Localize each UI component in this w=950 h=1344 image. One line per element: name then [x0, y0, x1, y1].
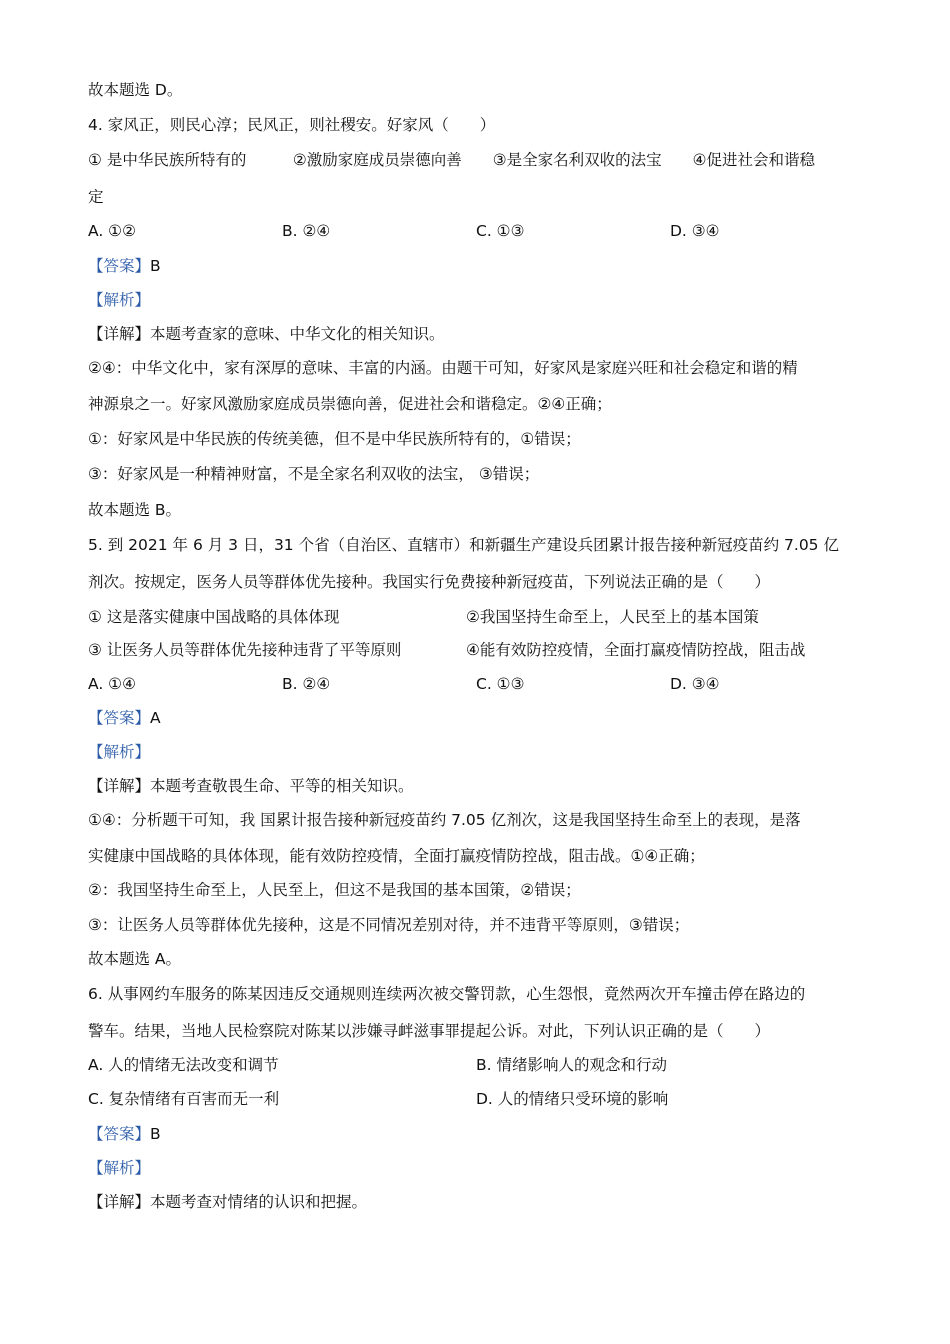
explanation-line: ①④：分析题干可知，我 国累计报告接种新冠疫苗约 7.05 亿剂次，这是我国坚持生命至上的表现，是落 — [88, 811, 801, 829]
option-c: C. 复杂情绪有百害而无一利 — [88, 1090, 280, 1108]
detail-tag: 【详解】 — [88, 325, 151, 343]
answer-line — [88, 1124, 161, 1144]
explanation-line: ③：好家风是一种精神财富，不是全家名利双收的法宝， ③错误； — [88, 465, 540, 483]
option-a: A. 人的情绪无法改变和调节 — [88, 1056, 279, 1074]
detail-text: 本题考查对情绪的认识和把握。 — [150, 1193, 368, 1211]
analysis-tag: 【解析】 — [88, 743, 151, 761]
statement-4: ④能有效防控疫情，全面打赢疫情防控战，阻击战 — [466, 641, 806, 659]
conclusion-text: 故本题选 D。 — [88, 81, 183, 99]
statement-1: ① 这是落实健康中国战略的具体体现 — [88, 608, 340, 626]
statement-3: ③ 让医务人员等群体优先接种违背了平等原则 — [88, 641, 402, 659]
detail-text: 本题考查敬畏生命、平等的相关知识。 — [150, 777, 414, 795]
analysis-tag: 【解析】 — [88, 291, 151, 309]
detail-line — [88, 776, 414, 796]
question-stem: 6. 从事网约车服务的陈某因违反交通规则连续两次被交警罚款，心生怨恨，竟然两次开车撞击停在路边的 — [88, 985, 806, 1003]
question-stem: 4. 家风正，则民心淳；民风正，则社稷安。好家风（ ） — [88, 116, 496, 134]
option-c: C. ①③ — [476, 675, 525, 693]
answer-value: A — [150, 709, 161, 727]
option-c: C. ①③ — [476, 222, 525, 240]
explanation-line: ①：好家风是中华民族的传统美德，但不是中华民族所特有的，①错误； — [88, 430, 581, 448]
option-d: D. ③④ — [670, 222, 720, 240]
explanation-line: 实健康中国战略的具体体现，能有效防控疫情，全面打赢疫情防控战，阻击战。①④正确； — [88, 847, 705, 865]
option-a: A. ①④ — [88, 675, 136, 693]
option-d: D. 人的情绪只受环境的影响 — [476, 1090, 669, 1108]
answer-tag: 【答案】 — [88, 1125, 151, 1143]
option-b: B. 情绪影响人的观念和行动 — [476, 1056, 667, 1074]
question-stem-cont: 警车。结果，当地人民检察院对陈某以涉嫌寻衅滋事罪提起公诉。对此，下列认识正确的是（ ） — [88, 1022, 771, 1040]
explanation-line: ③：让医务人员等群体优先接种，这是不同情况差别对待，并不违背平等原则，③错误； — [88, 916, 690, 934]
conclusion-text: 故本题选 B。 — [88, 501, 182, 519]
option-b: B. ②④ — [282, 675, 331, 693]
detail-line — [88, 324, 445, 344]
answer-line — [88, 256, 161, 276]
detail-line — [88, 1192, 367, 1212]
question-items: ① 是中华民族所特有的 ②激励家庭成员崇德向善 ③是全家名利双收的法宝 ④促进社会和谐稳 — [88, 151, 816, 169]
conclusion-text: 故本题选 A。 — [88, 950, 182, 968]
option-d: D. ③④ — [670, 675, 720, 693]
answer-value: B — [150, 257, 161, 275]
answer-tag: 【答案】 — [88, 257, 151, 275]
option-b: B. ②④ — [282, 222, 331, 240]
explanation-line: ②④：中华文化中，家有深厚的意味、丰富的内涵。由题干可知，好家风是家庭兴旺和社会稳定和谐的精 — [88, 359, 798, 377]
answer-line — [88, 708, 161, 728]
statement-2: ②我国坚持生命至上，人民至上的基本国策 — [466, 608, 759, 626]
option-a: A. ①② — [88, 222, 136, 240]
explanation-line: ②：我国坚持生命至上，人民至上，但这不是我国的基本国策，②错误； — [88, 881, 581, 899]
explanation-line: 神源泉之一。好家风激励家庭成员崇德向善，促进社会和谐稳定。②④正确； — [88, 395, 612, 413]
detail-tag: 【详解】 — [88, 777, 151, 795]
question-items-cont: 定 — [88, 188, 104, 206]
answer-tag: 【答案】 — [88, 709, 151, 727]
question-stem-cont: 剂次。按规定，医务人员等群体优先接种。我国实行免费接种新冠疫苗，下列说法正确的是（ ） — [88, 573, 771, 591]
detail-tag: 【详解】 — [88, 1193, 151, 1211]
detail-text: 本题考查家的意味、中华文化的相关知识。 — [150, 325, 445, 343]
answer-value: B — [150, 1125, 161, 1143]
question-stem: 5. 到 2021 年 6 月 3 日，31 个省（自治区、直辖市）和新疆生产建设兵团累计报告接种新冠疫苗约 7.05 亿 — [88, 536, 839, 554]
analysis-tag: 【解析】 — [88, 1159, 151, 1177]
